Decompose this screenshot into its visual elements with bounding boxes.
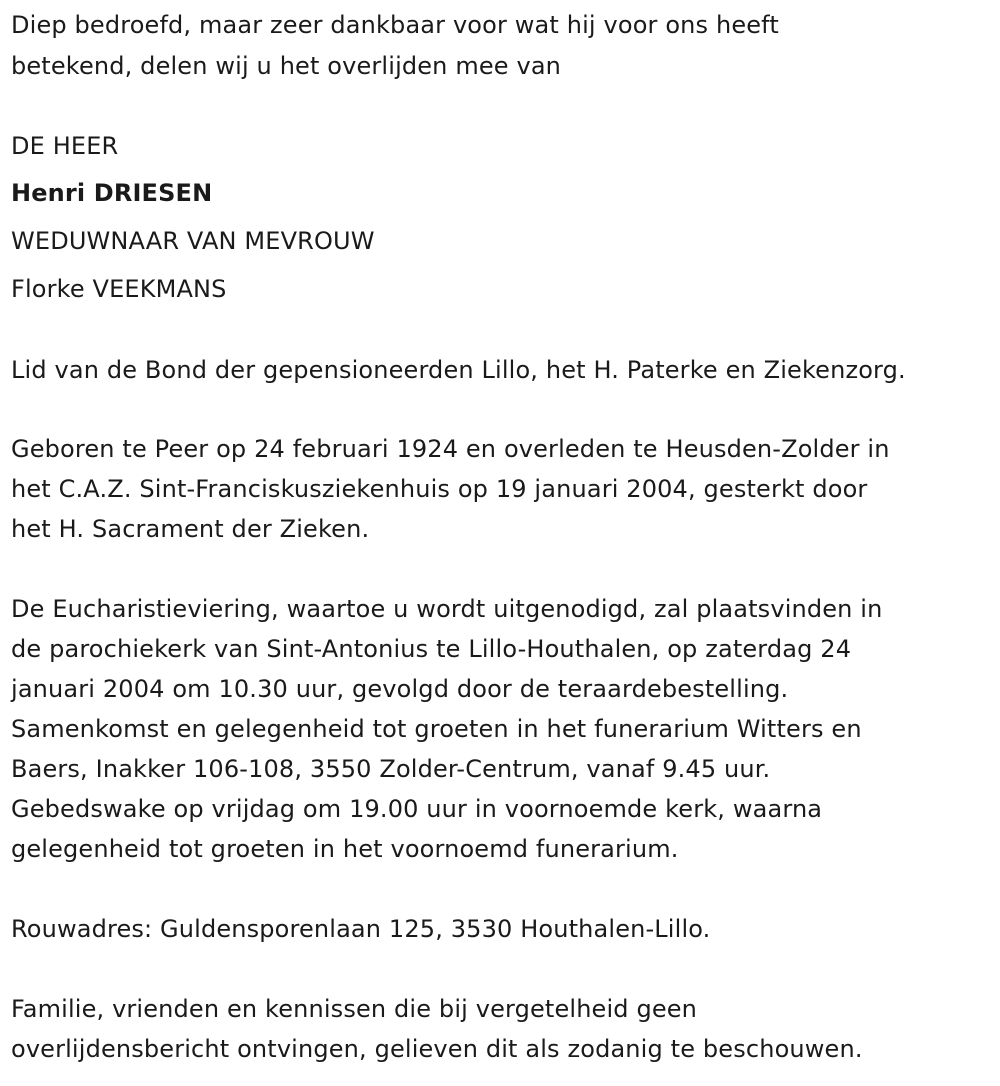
intro-line-2: betekend, delen wij u het overlijden mee van (11, 52, 562, 80)
ceremony-line-7: gelegenheid tot groeten in het voornoemd funerarium. (11, 835, 679, 863)
birth-death-line-3: het H. Sacrament der Zieken. (11, 515, 370, 543)
closing-line-1: Familie, vrienden en kennissen die bij vergetelheid geen (11, 995, 698, 1023)
ceremony-line-1: De Eucharistieviering, waartoe u wordt uitgenodigd, zal plaatsvinden in (11, 595, 883, 623)
ceremony-line-3: januari 2004 om 10.30 uur, gevolgd door de teraardebestelling. (11, 675, 789, 703)
relation-line: WEDUWNAAR VAN MEVROUW (11, 227, 375, 255)
ceremony-line-4: Samenkomst en gelegenheid tot groeten in het funerarium Witters en (11, 715, 862, 743)
ceremony-line-6: Gebedswake op vrijdag om 19.00 uur in voornoemde kerk, waarna (11, 795, 823, 823)
membership-line: Lid van de Bond der gepensioneerden Lillo, het H. Paterke en Ziekenzorg. (11, 356, 906, 384)
birth-death-line-1: Geboren te Peer op 24 februari 1924 en overleden te Heusden-Zolder in (11, 435, 890, 463)
spouse-name: Florke VEEKMANS (11, 275, 227, 303)
ceremony-line-2: de parochiekerk van Sint-Antonius te Lillo-Houthalen, op zaterdag 24 (11, 635, 852, 663)
birth-death-line-2: het C.A.Z. Sint-Franciskusziekenhuis op 19 januari 2004, gesterkt door (11, 475, 868, 503)
ceremony-line-5: Baers, Inakker 106-108, 3550 Zolder-Centrum, vanaf 9.45 uur. (11, 755, 771, 783)
intro-line-1: Diep bedroefd, maar zeer dankbaar voor wat hij voor ons heeft (11, 11, 779, 39)
mourning-address: Rouwadres: Guldensporenlaan 125, 3530 Houthalen-Lillo. (11, 915, 711, 943)
deceased-name: Henri DRIESEN (11, 179, 213, 207)
closing-line-2: overlijdensbericht ontvingen, gelieven dit als zodanig te beschouwen. (11, 1035, 863, 1063)
title-line: DE HEER (11, 132, 119, 160)
